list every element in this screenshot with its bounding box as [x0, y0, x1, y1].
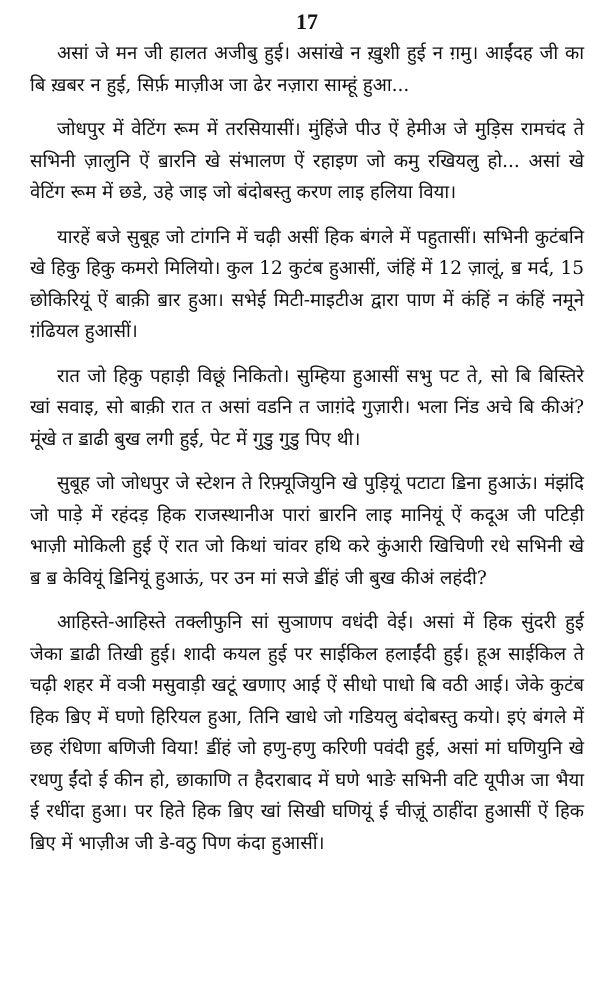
paragraph-1: असां जे मन जी हालत अजीबु हुई। असांखे न ख़ुशी हुई न ग़मु। आईंदह जी का बि ख़बर न हुई, सिर्फ़ माज़ीअ जा ढेर नज़ारा साम्हूं हुआ... [30, 43, 584, 96]
paragraph-3: यारहें बजे सुबूह जो टांगनि में चढ़ी असीं हिक बंगले में पहुतासीं। सभिनी कुटंबनि खे हिकु हिकु कमरो मिलियो। कुल 12 कुटंब हुआसीं, जंहिं में 12 ज़ालूं, ॿ मर्द, 15 छोकिरियूं ऐं बाक़ी ॿार हुआ। सभेई मिटी-माइटीअ द्वारा पाण में कंहिं न कंहिं नमूने ग़ंढियल हुआसीं। [30, 226, 584, 342]
paragraph-2: जोधपुर में वेटिंग रूम में तरसियासीं। मुंहिंजे पीउ ऐं हेमीअ जे मुड़िस रामचंद ते सभिनी ज़ालुनि ऐं ॿारनि खे संभालण ऐं रहाइण जो कमु रखियलु हो... असां खे वेटिंग रूम में छडे, उहे जाइ जो बंदोबस्तु करण लाइ हलिया विया। [30, 119, 584, 203]
paragraph-5: सुबूह जो जोधपुर जे स्टेशन ते रिफ़्यूजियुनि खे पुड़ियूं पटाटा ॾिना हुआऊं। मंझंदि जो पाड़े में रहंदड़ हिक राजस्थानीअ पारां ॿारनि लाइ मानियूं ऐं कदूअ जी पटिड़ी भाज़ी मोकिली हुई ऐं रात जो किथां चांवर हथि करे कुंआरी खिचिणी रधे सभिनी खे ॿ ॿ केवियूं ॾिनियूं हुआऊं, पर उन मां सजे ॾींहं जी बुख कीअं लहंदी? [30, 473, 584, 589]
book-page [30, 8, 584, 988]
paragraph-4: रात जो हिकु पहाड़ी विछूं निकितो। सुम्हिया हुआसीं सभु पट ते, सो बि बिस्तिरे खां सवाइ, सो बाक़ी रात त असां वडनि त जाग़ंदे गुज़ारी। भला निंड अचे बि कीअं? मूंखे त ॾाढी बुख लगी हुई, पेट में गुडु गुडु पिए थी। [30, 365, 584, 450]
page-number: 17 [296, 9, 318, 34]
paragraph-6: आहिस्ते-आहिस्ते तक्लीफुनि सां सुञाणप वधंदी वेई। असां में हिक सुंदरी हुई जेका ॾाढी तिखी हुई। शादी कयल हुई पर साईकिल हलाईंदी हुई। हूअ साईकिल ते चढ़ी शहर में वञी मसुवाड़ी खटूं खणाए आई ऐं सीधो पाधो बि वठी आई। जेके कुटंब हिक ॿिए में घणो हिरियल हुआ, तिनि खाधे जो गडियलु बंदोबस्तु कयो। इएं बंगले में छह रंधिणा बणिजी विया! ॾींहं जो हणु-हणु करिणी पवंदी हुई, असां मां घणियुनि खे रधणु ईंदो ई कीन हो, छाकाणि त हैदराबाद में घणे भाङे सभिनी वटि यूपीअ जा भैया ई रधींदा हुआ। पर हिते हिक ॿिए खां सिखी घणियूं ई चीज़ूं ठाहींदा हुआसीं ऐं हिक ॿिए में भाज़ीअ जी डे-वठु पिण कंदा हुआसीं। [30, 612, 584, 854]
